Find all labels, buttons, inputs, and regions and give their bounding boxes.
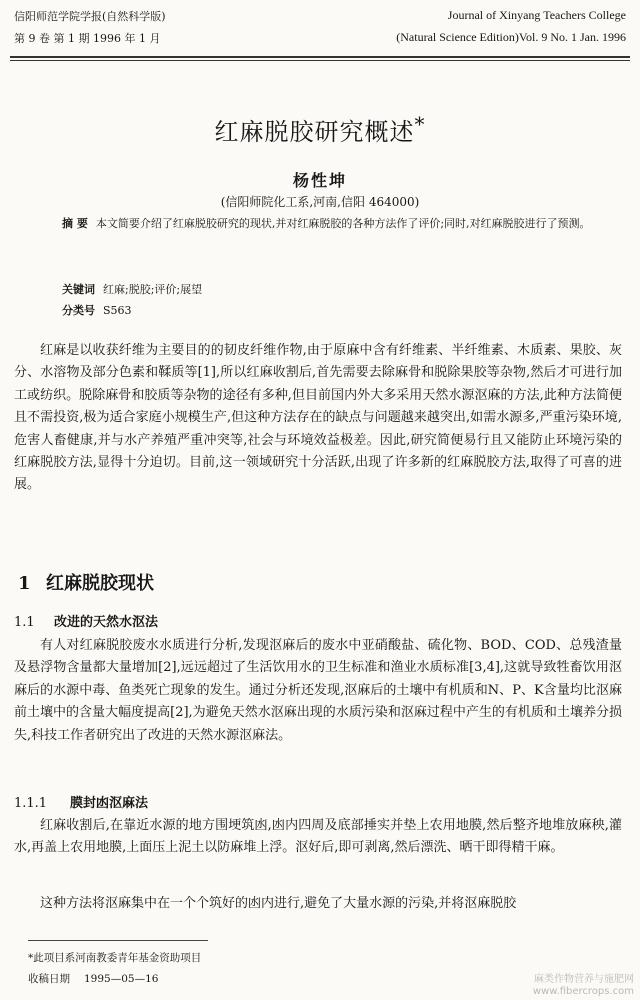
section-1-1-body [14, 635, 622, 747]
title-footnote-mark: * [414, 112, 426, 136]
section-1-title: 红麻脱胶现状 [46, 573, 154, 594]
section-1-1-1-title: 膜封凼沤麻法 [70, 796, 149, 811]
section-1-1-1-paragraph: 红麻收割后,在靠近水源的地方围埂筑凼,凼内四周及底部捶实并垫上农用地膜,然后整齐地堆放麻秧,灌水,再盖上农用地膜,上面压上泥土以防麻堆上浮。沤好后,即可剥离,然后漂洗、晒干即得精干麻。 [14, 818, 622, 856]
keywords-text: 红麻;脱胶;评价;展望 [103, 283, 203, 296]
author-affiliation: (信阳师院化工系,河南,信阳 464000) [220, 195, 420, 209]
footnote-rule [28, 940, 208, 941]
received-date: 1995—05—16 [84, 973, 159, 985]
continued-paragraph-text: 这种方法将沤麻集中在一个个筑好的凼内进行,避免了大量水源的污染,并将沤麻脱胶 [40, 896, 517, 911]
received-date-footnote [28, 971, 158, 986]
running-header [14, 8, 626, 50]
section-1-1-number: 1.1 [14, 615, 35, 630]
intro-paragraph: 红麻是以收获纤维为主要目的的韧皮纤维作物,由于原麻中含有纤维素、半纤维素、木质素、果胶、灰分、水溶物及部分色素和鞣质等[1],所以红麻收割后,首先需要去除麻骨和脱除果胶等杂物,然后才可进行加工或纺织。脱除麻骨和胶质等杂物的途径有多种,但目前国内外大多采用天然水源沤麻的方法,此种方法简便且不需投资,极为适合家庭小规模生产,但这种方法存在的缺点与问题越来越突出,如需水源多,严重污染环境,危害人畜健康,并与水产养殖严重冲突等,社会与环境效益极差。因此,研究简便易行且又能防止环境污染的红麻脱胶方法,显得十分迫切。目前,这一领域研究十分活跃,出现了许多新的红麻脱胶方法,取得了可喜的进展。 [14, 343, 622, 493]
section-1-number: 1 [18, 573, 31, 594]
section-1-1-paragraph: 有人对红麻脱胶废水水质进行分析,发现沤麻后的废水中亚硝酸盐、硫化物、BOD、COD、总残渣量及悬浮物含量都大量增加[2],远远超过了生活饮用水的卫生标准和渔业水质标准[3,4],这就导致牲畜饮用沤麻后的水源中毒、鱼类死亡现象的发生。通过分析还发现,沤麻后的土壤中有机质和N、P、K含量均比沤麻前土壤中的含量大幅度提高[2],为避免天然水沤麻出现的水质污染和沤麻过程中产生的有机质和土壤养分损失,科技工作者研究出了改进的天然水源沤麻法。 [14, 638, 622, 743]
section-1-1-1-heading [14, 792, 148, 811]
section-1-1-1-number: 1.1.1 [14, 796, 48, 811]
intro-section [14, 340, 622, 497]
site-watermark [533, 974, 634, 998]
keywords [62, 279, 622, 300]
classification-text: S563 [103, 304, 132, 317]
abstract-label: 摘 要 [62, 217, 88, 230]
volume-issue-cn: 第 9 卷 第 1 期 1996 年 1 月 [14, 32, 161, 45]
watermark-line-1: 麻类作物营养与施肥网 [534, 974, 634, 985]
section-1-1-title: 改进的天然水沤法 [54, 615, 159, 630]
journal-name-cn: 信阳师范学院学报(自然科学版) [14, 10, 166, 23]
journal-name-en: Journal of Xinyang Teachers College [447, 8, 626, 22]
section-1-1-heading [14, 611, 158, 630]
keywords-label: 关键词 [62, 283, 95, 296]
section-1-heading [18, 569, 154, 595]
header-rule-thick [10, 56, 630, 58]
article-title: 红麻脱胶研究概述* [214, 112, 426, 146]
received-label: 收稿日期 [28, 973, 70, 985]
funding-footnote: *此项目系河南教委青年基金资助项目 [28, 952, 202, 964]
header-rule-thin [10, 60, 630, 61]
abstract [42, 213, 602, 234]
author-name: 杨性坤 [292, 171, 347, 190]
section-1-1-1-body [14, 815, 622, 860]
continued-paragraph [14, 893, 622, 915]
abstract-text: 本文简要介绍了红麻脱胶研究的现状,并对红麻脱胶的各种方法作了评价;同时,对红麻脱胶进行了预测。 [95, 217, 591, 230]
classification-number [62, 300, 622, 321]
volume-issue-en: (Natural Science Edition)Vol. 9 No. 1 Jan. 1996 [396, 30, 626, 44]
watermark-line-2: www.fibercrops.com [532, 986, 634, 997]
classification-label: 分类号 [62, 304, 95, 317]
